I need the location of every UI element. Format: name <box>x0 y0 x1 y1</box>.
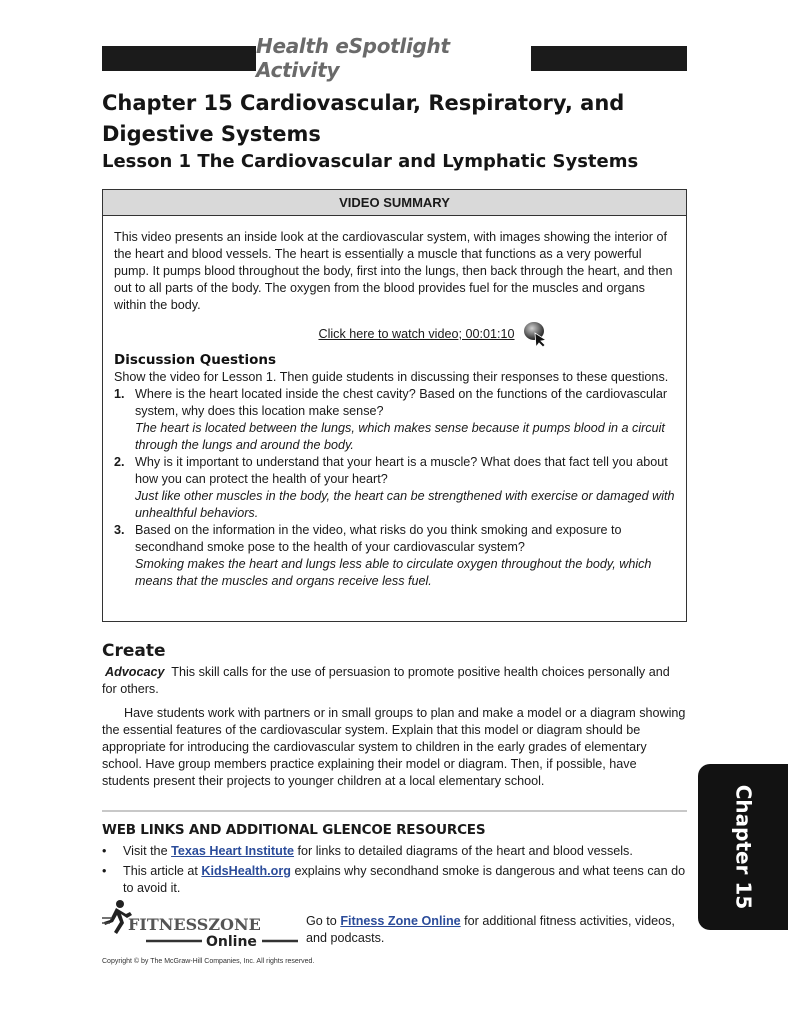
fitness-zone-online-link[interactable]: Fitness Zone Online <box>340 914 461 928</box>
question-number: 3. <box>114 523 125 537</box>
create-paragraph: Have students work with partners or in small groups to plan and make a model or a diagram showing the essential features of the cardiovascular system. Explain that this model or diagram should be appropriate for introducing the cardiovascular system to children in the early grades of elementary school. Have group members practice explaining their model or diagram. Then, if possible, have students present their projects to younger children at a local elementary school. <box>102 706 686 788</box>
logo-line1: FITNESSZONE <box>128 915 261 934</box>
chapter-tab-label: Chapter 15 <box>731 784 756 910</box>
copyright-notice: Copyright © by The McGraw-Hill Companies, Inc. All rights reserved. <box>102 958 315 965</box>
answer-text: Just like other muscles in the body, the heart can be strengthened with exercise or damaged with unhealthful behaviors. <box>135 489 675 520</box>
question-number: 1. <box>114 387 125 401</box>
list-item <box>102 843 687 860</box>
kidshealth-link[interactable]: KidsHealth.org <box>201 864 291 878</box>
create-heading: Create <box>102 641 166 661</box>
video-summary-header: VIDEO SUMMARY <box>103 190 686 216</box>
question-text: Where is the heart located inside the chest cavity? Based on the functions of the cardiovascular system, why does this location make sense? <box>135 387 668 418</box>
question-text: Why is it important to understand that your heart is a muscle? What does that fact tell you about how you can protect the health of your heart? <box>135 455 668 486</box>
link-prefix: Go to <box>306 914 337 928</box>
link-suffix: explains why secondhand smoke is dangerous and what teens can do to avoid it. <box>123 864 686 895</box>
section-divider <box>102 810 687 812</box>
watch-video-link[interactable]: Click here to watch video; 00:01:10 <box>318 326 515 341</box>
texas-heart-institute-link[interactable]: Texas Heart Institute <box>171 844 295 858</box>
skill-text: This skill calls for the use of persuasion to promote positive health choices personally and for others. <box>102 665 670 696</box>
discussion-intro: Show the video for Lesson 1. Then guide students in discussing their responses to these questions. <box>114 370 669 384</box>
video-summary-box <box>102 189 687 622</box>
answer-text: Smoking makes the heart and lungs less able to circulate oxygen throughout the body, which means that the muscles and organs receive less fuel. <box>135 557 652 588</box>
answer-text: The heart is located between the lungs, which makes sense because it pumps blood in a circuit through the lungs and around the body. <box>135 421 665 452</box>
lesson-title: Lesson 1 The Cardiovascular and Lymphatic Systems <box>102 151 639 172</box>
link-prefix: This article at <box>123 864 198 878</box>
chapter-title: Chapter 15 Cardiovascular, Respiratory, and Digestive Systems <box>102 91 625 146</box>
mouse-icon[interactable] <box>521 319 551 349</box>
question-item <box>114 386 675 454</box>
question-list <box>114 386 675 590</box>
question-item <box>114 454 675 522</box>
bullet: • <box>102 864 107 878</box>
question-text: Based on the information in the video, what risks do you think smoking and exposure to secondhand smoke pose to the health of your cardiovascular system? <box>135 523 622 554</box>
web-links-heading: WEB LINKS AND ADDITIONAL GLENCOE RESOURCES <box>102 822 486 838</box>
list-item <box>102 863 687 897</box>
link-prefix: Visit the <box>123 844 168 858</box>
fitness-zone-logo[interactable] <box>102 898 302 950</box>
question-item <box>114 522 675 590</box>
create-section <box>102 664 687 790</box>
video-link-row <box>114 317 675 351</box>
fitness-zone-text <box>306 913 686 947</box>
banner-title: Health eSpotlight Activity <box>256 42 531 74</box>
question-number: 2. <box>114 455 125 469</box>
video-summary-text: This video presents an inside look at the cardiovascular system, with images showing the interior of the heart and blood vessels. The heart is essentially a muscle that functions as a very powerful pump. It pumps blood throughout the body, first into the lungs, then back through the heart, and then out to all parts of the body. The oxygen from the blood provides fuel for the muscles and organs within the body. <box>114 230 673 312</box>
link-suffix: for additional fitness activities, videos, and podcasts. <box>306 914 675 945</box>
link-suffix: for links to detailed diagrams of the heart and blood vessels. <box>297 844 633 858</box>
discussion-questions-title: Discussion Questions <box>114 352 277 368</box>
skill-label: Advocacy <box>105 665 165 679</box>
web-links-list <box>102 843 687 900</box>
logo-line2: Online <box>206 934 257 950</box>
bullet: • <box>102 844 107 858</box>
